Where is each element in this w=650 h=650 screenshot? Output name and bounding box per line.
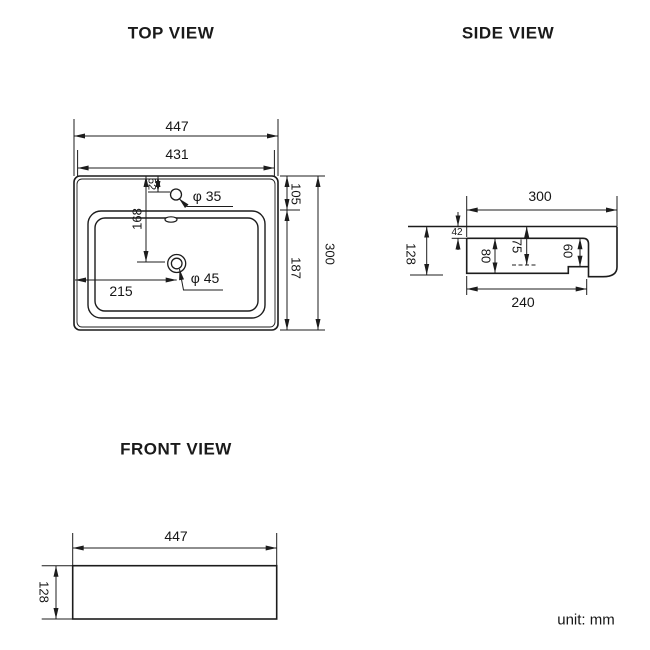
dim-side-rim-thickness: 42: [451, 226, 463, 238]
dim-top-basin-depth: 187: [288, 257, 304, 279]
side-view-title: SIDE VIEW: [461, 23, 555, 43]
dim-side-base-depth: 240: [511, 294, 535, 310]
dim-side-overall-depth: 300: [528, 188, 552, 204]
unit-note: unit: mm: [557, 611, 615, 629]
top-view-drain-inner: [171, 258, 182, 269]
top-view-deck-shell-line: [77, 179, 275, 327]
top-view-outer-deck: [74, 176, 278, 330]
top-view-linework: [74, 176, 278, 330]
top-view-faucet-hole: [171, 189, 182, 200]
dim-side-step-height: 60: [560, 243, 576, 259]
top-view-basin-outer-lip: [88, 211, 265, 318]
dim-top-overall-width: 447: [165, 118, 189, 134]
dim-top-inner-width: 431: [165, 146, 189, 162]
dim-top-faucet-hole-diameter: φ 35: [192, 188, 222, 204]
top-view-drain-outer: [168, 255, 186, 273]
front-view-linework: [73, 566, 277, 619]
dim-side-overflow-height: 75: [509, 238, 525, 254]
dim-top-drain-from-left: 215: [109, 283, 133, 299]
dim-top-rim-to-basin: 105: [288, 183, 304, 205]
dim-side-overall-height: 128: [403, 243, 419, 265]
dim-top-overall-depth: 300: [322, 243, 338, 265]
dim-top-drain-from-top: 168: [129, 208, 145, 230]
dim-top-drain-hole-diameter: φ 45: [190, 270, 220, 286]
front-view-title: FRONT VIEW: [120, 439, 232, 459]
dim-side-bowl-inner-height: 80: [478, 248, 494, 264]
top-view-title: TOP VIEW: [127, 23, 215, 43]
dim-front-overall-width: 447: [164, 528, 188, 544]
top-view-overflow-slot: [165, 217, 177, 222]
dim-top-faucet-offset: 52: [145, 177, 158, 191]
front-view-dimension-lines: [42, 533, 277, 619]
front-view-body: [73, 566, 277, 619]
dim-front-overall-height: 128: [36, 581, 52, 603]
